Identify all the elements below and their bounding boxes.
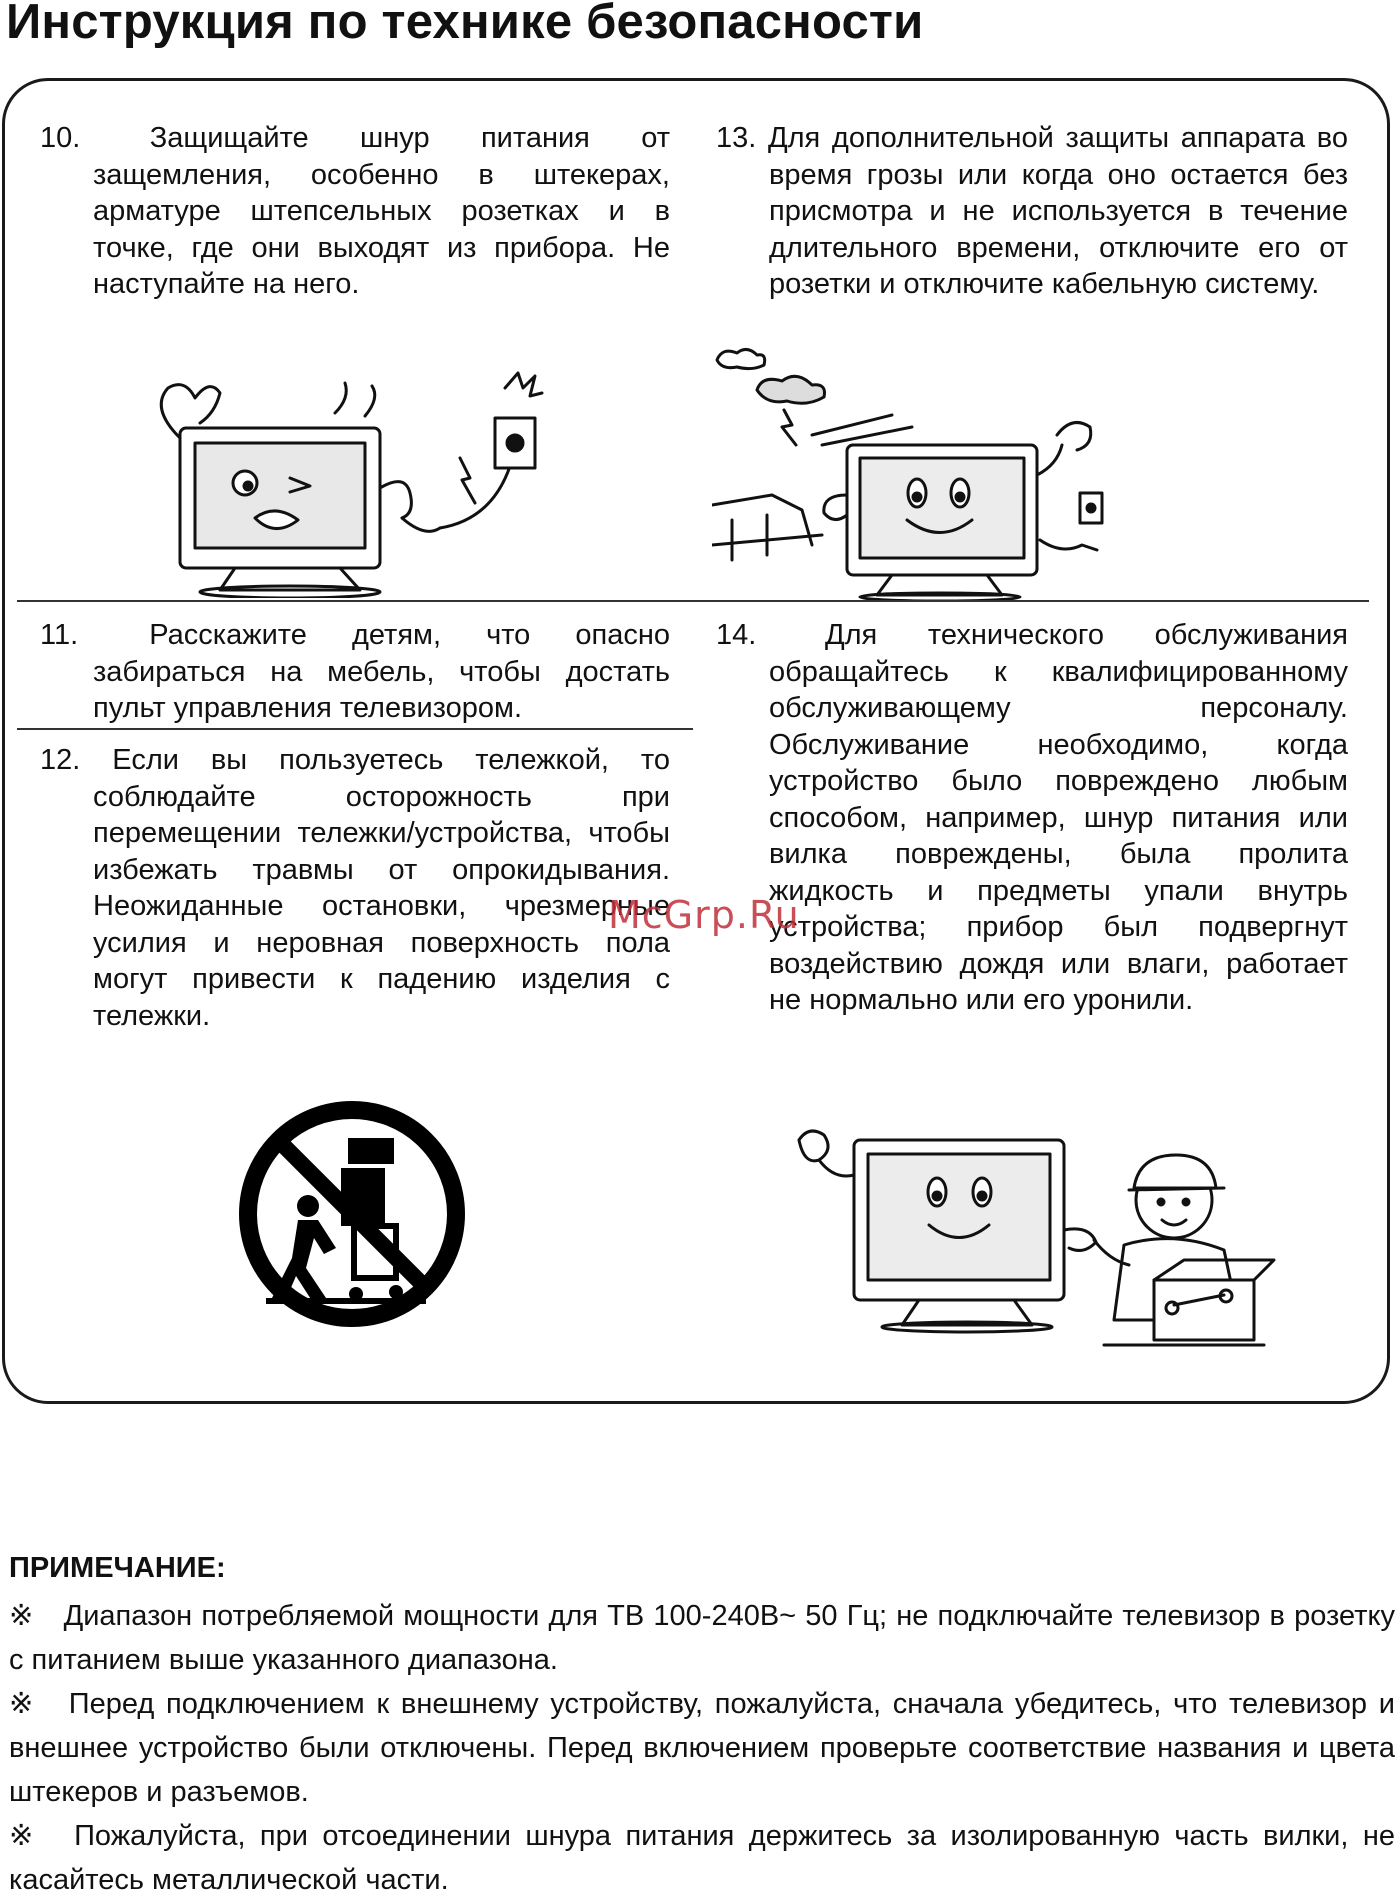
note-entry-2 (9, 1682, 1395, 1814)
cart-warning-illustration (236, 1098, 468, 1330)
item-11 (40, 617, 670, 727)
note-entry-1 (9, 1594, 1395, 1682)
item-text: Защищайте шнур питания от защемления, особенно в штекерах, арматуре штепсельных розетках и в точке, где они выходят из прибора. Не наступайте на него. (93, 122, 670, 300)
item-number: 12. (40, 744, 81, 776)
note-text: Пожалуйста, при отсоединении шнура питания держитесь за изолированную часть вилки, не касайтесь металлической части. (9, 1820, 1395, 1896)
item-14 (716, 617, 1348, 1019)
reference-mark: ※ (9, 1820, 40, 1852)
page-title: Инструкция по технике безопасности (6, 0, 924, 49)
item-number: 13. (716, 122, 757, 154)
item-text: Расскажите детям, что опасно забираться на мебель, чтобы достать пульт управления телевизором. (93, 619, 670, 724)
thunderstorm-illustration (712, 345, 1132, 600)
row-divider (17, 600, 1369, 602)
item-number: 10. (40, 122, 81, 154)
item-number: 14. (716, 619, 757, 651)
item-10 (40, 120, 670, 303)
reference-mark: ※ (9, 1688, 37, 1720)
watermark: McGrp.Ru (608, 893, 800, 937)
item-divider (17, 728, 693, 730)
item-text: Для дополнительной защиты аппарата во время грозы или когда оно остается без присмотра и не используется в течение длительного времени, отключите его от розетки и отключите кабельную систему. (768, 122, 1348, 300)
service-technician-illustration (784, 1120, 1284, 1360)
note-text: Диапазон потребляемой мощности для ТВ 100-240В~ 50 Гц; не подключайте телевизор в розетку с питанием выше указанного диапазона. (9, 1600, 1395, 1676)
pinched-cord-illustration (140, 368, 580, 598)
item-text: Если вы пользуетесь тележкой, то соблюдайте осторожность при перемещении тележки/устройства, чтобы избежать травмы от опрокидывания. Неожиданные остановки, чрезмерные усилия и неровная поверхность пола могут привести к падению изделия с тележки. (93, 744, 670, 1032)
reference-mark: ※ (9, 1600, 35, 1632)
note-entry-3 (9, 1814, 1395, 1902)
item-12 (40, 742, 670, 1034)
item-number: 11. (40, 619, 79, 651)
note-text: Перед подключением к внешнему устройству, пожалуйста, сначала убедитесь, что телевизор и внешнее устройство были отключены. Перед включением проверьте соответствие названия и цвета штекеров и разъемов. (9, 1688, 1395, 1808)
item-text: Для технического обслуживания обращайтесь к квалифицированному обслуживающему персоналу. Обслуживание необходимо, когда устройство было повреждено любым способом, например, шнур питания или вилка повреждены, была пролита жидкость и предметы упали внутрь устройства; прибор был подвергнут воздействию дождя или влаги, работает не нормально или его уронили. (769, 619, 1348, 1016)
note-heading: ПРИМЕЧАНИЕ: (9, 1552, 226, 1584)
item-13 (716, 120, 1348, 303)
